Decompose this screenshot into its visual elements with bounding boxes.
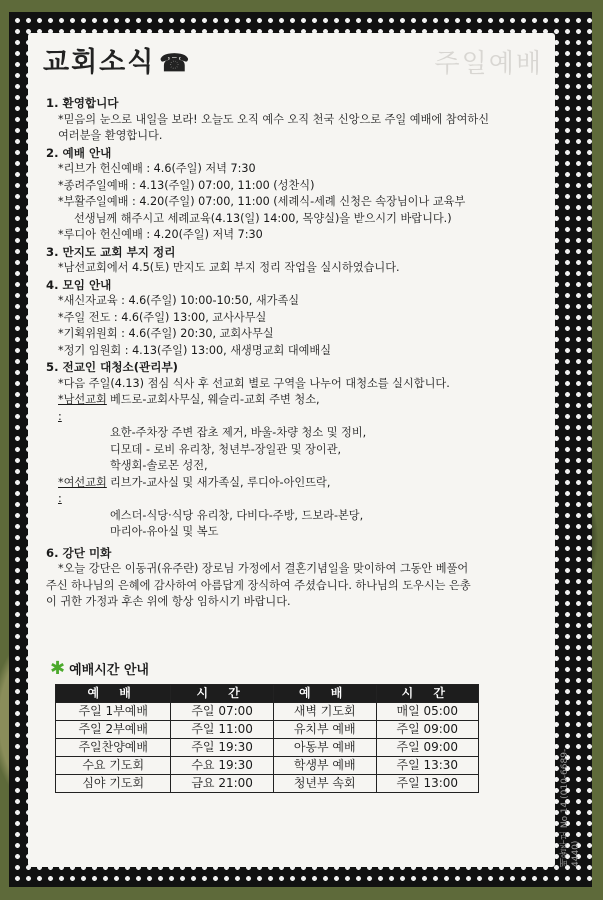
section-line: 베드로-교회사무실, 웨슬리-교회 주변 청소, (110, 393, 320, 406)
section-heading: 5. 전교인 대청소(관리부) (46, 360, 178, 374)
table-row (56, 703, 479, 721)
table-row (56, 739, 479, 757)
section-line: *주일 전도 : 4.6(주일) 13:00, 교사사무실 (58, 310, 267, 324)
section-heading: 3. 만지도 교회 부지 정리 (46, 244, 176, 259)
watermark-text: 주일예배 (434, 49, 543, 79)
column-header: 시 간 (376, 685, 478, 703)
table-cell: 주일 1부예배 (56, 703, 171, 721)
section-line: *남선교회에서 4.5(토) 만지도 교회 부지 정리 작업을 실시하였습니다. (58, 261, 400, 274)
section-line: *다음 주일(4.13) 점심 식사 후 선교회 별로 구역을 나누어 대청소를 실시합니다. (58, 376, 450, 390)
section-welcome (46, 95, 516, 145)
table-row (56, 721, 479, 739)
news-content (46, 95, 516, 611)
section-line: 디모데 - 로비 유리창, 청년부-장일관 및 장이관, (110, 442, 342, 456)
table-cell: 금요 21:00 (171, 775, 273, 793)
section-line: 주신 하나님의 은혜에 감사하여 아름답게 장식하여 주셨습니다. 하나님의 도우시는 은총 (46, 578, 471, 592)
column-header: 시 간 (171, 685, 273, 703)
section-line: 여러분을 환영합니다. (58, 129, 163, 142)
mens-group-label: *남선교회 : (58, 393, 107, 423)
table-cell: 주일 09:00 (376, 721, 478, 739)
section-heading: 4. 모임 안내 (46, 277, 112, 292)
section-line: *루디아 헌신예배 : 4.20(주일) 저녁 7:30 (58, 228, 263, 241)
page-title-text: 교회소식 (43, 47, 156, 78)
table-cell: 새벽 기도회 (273, 703, 376, 721)
table-cell: 유치부 예배 (273, 721, 376, 739)
column-header: 예 배 (56, 685, 171, 703)
table-cell: 주일 19:30 (171, 739, 273, 757)
section-meetings (46, 277, 516, 360)
table-cell: 주일 11:00 (171, 721, 273, 739)
section-heading: 2. 예배 안내 (46, 145, 112, 160)
clover-icon: ✱ (50, 657, 66, 679)
table-cell: 아동부 예배 (273, 739, 376, 757)
table-row (56, 775, 479, 793)
section-line: *오늘 강단은 이동귀(유주란) 장로님 가정에서 결혼기념일을 맞이하여 그동안 베풀어 (58, 562, 469, 575)
schedule-title-text: 예배시간 안내 (69, 663, 149, 678)
section-line: *종려주일예배 : 4.13(주일) 07:00, 11:00 (성찬식) (58, 178, 315, 192)
table-header-row (56, 685, 479, 703)
section-cleaning (46, 359, 516, 541)
womens-group-row (46, 475, 516, 508)
table-cell: 청년부 속회 (273, 775, 376, 793)
table-cell: 매일 05:00 (376, 703, 478, 721)
table-cell: 수요 기도회 (56, 757, 171, 775)
section-line: 요한-주차장 주변 잡초 제거, 바울-차량 청소 및 정비, (110, 426, 367, 439)
side-caption: 배율주보 No.14 (010-6689-4440) (560, 748, 581, 867)
telephone-icon: ☎ (159, 48, 192, 77)
section-line: 이 귀한 가정과 후손 위에 항상 임하시기 바랍니다. (46, 595, 291, 608)
table-cell: 주일 13:30 (376, 757, 478, 775)
column-header: 예 배 (273, 685, 376, 703)
section-land-cleanup (46, 244, 516, 277)
section-line: *새신자교육 : 4.6(주일) 10:00-10:50, 새가족실 (58, 294, 300, 307)
section-line: *믿음의 눈으로 내일을 보라! 오늘도 오직 예수 오직 천국 신앙으로 주일 예배에 참여하신 (58, 112, 490, 126)
section-line: 선생님께 해주시고 세례교육(4.13(일) 14:00, 목양실)을 받으시기 바랍니다.) (74, 211, 452, 225)
table-cell: 학생부 예배 (273, 757, 376, 775)
section-heading: 6. 강단 미화 (46, 545, 112, 560)
table-cell: 수요 19:30 (171, 757, 273, 775)
section-line: *리브가 헌신예배 : 4.6(주일) 저녁 7:30 (58, 162, 256, 175)
table-cell: 주일 2부예배 (56, 721, 171, 739)
table-cell: 주일 09:00 (376, 739, 478, 757)
table-row (56, 757, 479, 775)
table-cell: 심야 기도회 (56, 775, 171, 793)
section-altar-flowers (46, 545, 516, 611)
table-cell: 주일찬양예배 (56, 739, 171, 757)
table-cell: 주일 07:00 (171, 703, 273, 721)
section-line: *기획위원회 : 4.6(주일) 20:30, 교회사무실 (58, 327, 274, 340)
section-worship-info (46, 145, 516, 244)
section-heading: 1. 환영합니다 (46, 96, 119, 110)
worship-schedule-table (55, 684, 479, 793)
section-line: 리브가-교사실 및 새가족실, 루디아-아인뜨락, (110, 475, 331, 489)
page-title (43, 40, 191, 79)
section-line: 학생회-솔로몬 성전, (110, 459, 208, 472)
section-line: 에스더-식당·식당 유리창, 다비다-주방, 드보라-본당, (110, 508, 364, 522)
table-cell: 주일 13:00 (376, 775, 478, 793)
womens-group-label: *여선교회 : (58, 475, 107, 505)
section-line: *부활주일예배 : 4.20(주일) 07:00, 11:00 (세례식-세례 신청은 속장님이나 교육부 (58, 195, 466, 208)
section-line: *정기 임원회 : 4.13(주일) 13:00, 새생명교회 대예배실 (58, 343, 332, 357)
schedule-title (50, 659, 149, 678)
section-line: 마리아-유아실 및 복도 (110, 525, 219, 538)
mens-group-row (46, 392, 516, 425)
